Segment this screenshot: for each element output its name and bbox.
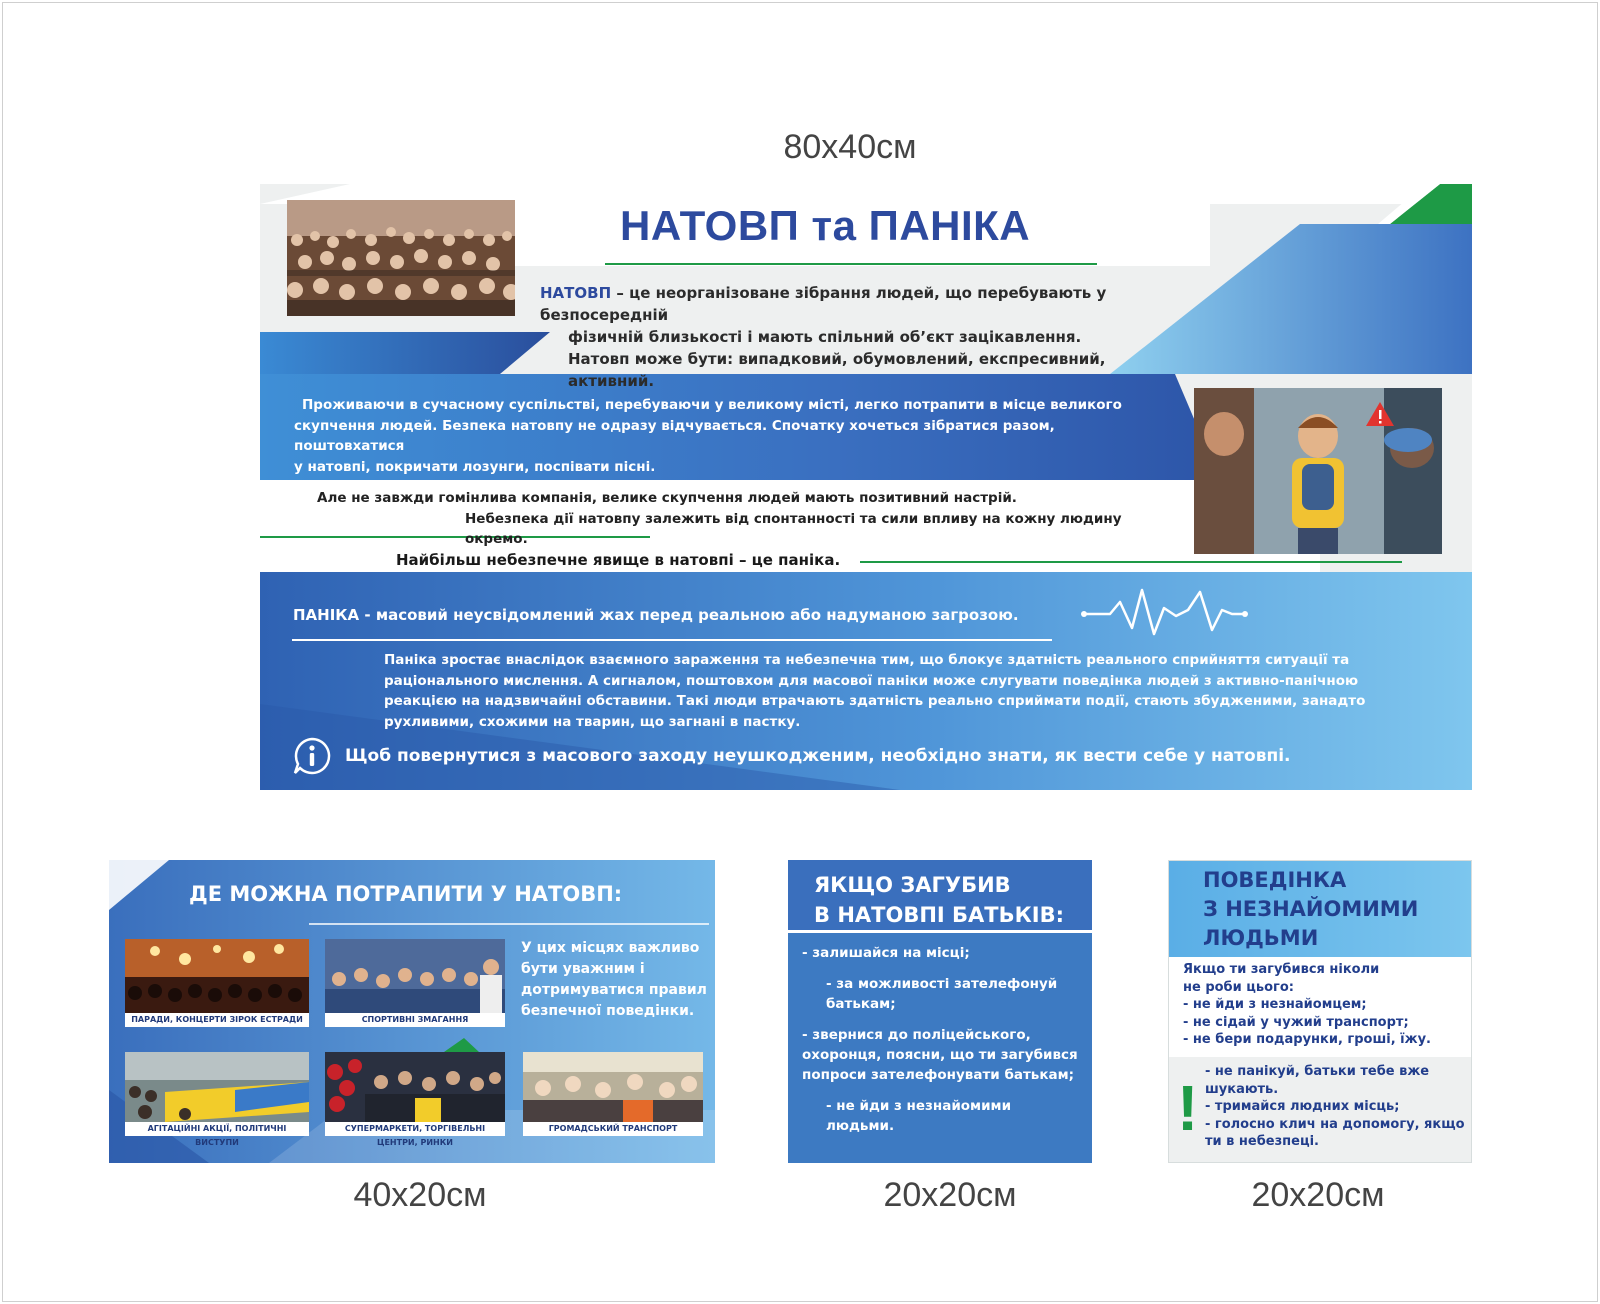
panel2-item-call-2: батькам; xyxy=(826,996,896,1012)
panel3-intro-2: не роби цього: xyxy=(1183,979,1294,995)
transport-photo-illustration xyxy=(523,1052,703,1122)
crowd-definition xyxy=(540,282,1220,392)
panel2-title-line-1: ЯКЩО ЗАГУБИВ xyxy=(814,873,1011,897)
panic-definition: ПАНІКА - масовий неусвідомлений жах перед реальною або надуманою загрозою. xyxy=(293,606,1019,624)
panel2-item-call-1: - за можливості зателефонуй xyxy=(826,976,1058,992)
modern-society-text xyxy=(294,395,1154,477)
crowd-keyword: НАТОВП xyxy=(540,284,612,302)
definition-line-2: фізичній близькості і мають спільний об’єкт зацікавлення. xyxy=(568,328,1082,346)
sports-photo-illustration xyxy=(325,939,505,1013)
not-always-text xyxy=(317,488,1177,550)
rallies-caption: АГІТАЦІЙНІ АКЦІЇ, ПОЛІТИЧНІ ВИСТУПИ xyxy=(125,1122,309,1136)
panel3-dos xyxy=(1205,1063,1471,1151)
rallies-photo-illustration xyxy=(125,1052,309,1122)
panel3-intro-1: Якщо ти загубився ніколи xyxy=(1183,962,1380,977)
panel1-note-line-2: бути уважним і xyxy=(521,961,645,977)
panel2-item-police-3: попроси зателефонувати батькам; xyxy=(802,1067,1075,1083)
crowd-photo xyxy=(287,200,515,316)
definition-line-4: активний. xyxy=(568,372,655,390)
concerts-caption: ПАРАДИ, КОНЦЕРТИ ЗІРОК ЕСТРАДИ xyxy=(125,1013,309,1027)
panel3-do-1b: шукають. xyxy=(1205,1081,1279,1097)
panel2-item-strangers-1: - не йди з незнайомими xyxy=(826,1098,1012,1114)
shops-photo-illustration xyxy=(325,1052,505,1122)
main-title: НАТОВП та ПАНІКА xyxy=(620,202,1031,249)
panel3-size-label: 20x20см xyxy=(1251,1176,1385,1214)
panel3-dont-3: - не бери подарунки, гроші, їжу. xyxy=(1183,1032,1431,1047)
panic-text-line-2: раціонального мислення. А сигналом, поштовхом для масової паніки може слугувати поведінка людей з активно-панічною xyxy=(384,672,1359,689)
shops-caption: СУПЕРМАРКЕТИ, ТОРГІВЕЛЬНІ ЦЕНТРИ, РИНКИ xyxy=(325,1122,505,1136)
strangers-behavior-panel xyxy=(1168,860,1472,1163)
panic-text-line-3: реакцією на надзвичайні обставини. Такі люди втрачають здатність реально сприймати події, стають збудженими, занадто xyxy=(384,693,1366,709)
sports-caption: СПОРТИВНІ ЗМАГАННЯ xyxy=(325,1013,505,1027)
main-size-label: 80x40см xyxy=(783,128,917,166)
panel3-dont-1: - не йди з незнайомцем; xyxy=(1183,997,1367,1012)
crowd-photo-illustration xyxy=(287,200,515,316)
modern-society-line-3: у натовпі, покричати лозунги, поспівати пісні. xyxy=(294,458,656,475)
panel3-do-1a: - не панікуй, батьки тебе вже xyxy=(1205,1064,1430,1079)
panel2-item-police-2: охоронця, поясни, що ти загубився xyxy=(802,1047,1078,1063)
modern-society-line-1: Проживаючи в сучасному суспільстві, перебуваючи у великому місті, легко потрапити в місце великого xyxy=(302,397,1122,413)
transport-photo xyxy=(523,1052,703,1122)
shops-photo xyxy=(325,1052,505,1122)
scared-child-illustration xyxy=(1194,388,1442,554)
definition-line-1 xyxy=(540,282,1220,326)
panel3-donts xyxy=(1183,961,1431,1049)
panic-text-line-1: Паніка зростає внаслідок взаємного зараження та небезпечна тим, що блокує здатність реального сприйняття ситуації та xyxy=(384,652,1350,668)
transport-caption: ГРОМАДСЬКИЙ ТРАНСПОРТ xyxy=(523,1122,703,1136)
heartbeat-icon xyxy=(1080,584,1250,640)
main-banner xyxy=(260,184,1472,790)
panel1-note-line-4: безпечної поведінки. xyxy=(521,1003,695,1019)
rallies-photo xyxy=(125,1052,309,1122)
panel2-size-label: 20x20см xyxy=(883,1176,1017,1214)
not-always-line-2: Небезпека дії натовпу залежить від спонтанності та сили впливу на кожну людину окремо. xyxy=(465,510,1122,547)
crowd-places-panel xyxy=(109,860,715,1163)
panel3-do-2: - тримайся людних місць; xyxy=(1205,1099,1400,1114)
panel3-dont-2: - не сідай у чужий транспорт; xyxy=(1183,1014,1409,1030)
panel2-title xyxy=(814,870,1064,930)
panel2-item-stay: - залишайся на місці; xyxy=(802,945,970,961)
panel3-title-line-2: З НЕЗНАЙОМИМИ xyxy=(1203,897,1419,921)
panel2-advice-list xyxy=(802,943,1092,1136)
panel1-note-line-1: У цих місцях важливо xyxy=(521,940,700,956)
panel3-title-line-1: ПОВЕДІНКА xyxy=(1203,868,1347,892)
panel1-title: ДЕ МОЖНА ПОТРАПИТИ У НАТОВП: xyxy=(189,882,623,906)
concerts-photo xyxy=(125,939,309,1013)
panel3-do-3a: - голосно клич на допомогу, якщо xyxy=(1205,1116,1465,1132)
sports-photo xyxy=(325,939,505,1013)
title-underline xyxy=(605,263,1097,265)
panic-text xyxy=(384,650,1434,732)
panel3-title xyxy=(1203,866,1418,953)
info-icon xyxy=(292,736,332,776)
panel3-title-line-3: ЛЮДЬМИ xyxy=(1203,926,1319,950)
panic-text-line-4: рухливими, схожими на тварин, що загнані в пастку. xyxy=(384,713,801,730)
panel1-note xyxy=(521,938,707,1022)
definition-line-3: Натовп може бути: випадковий, обумовлений, експресивний, xyxy=(568,350,1106,368)
panel1-size-label: 40x20см xyxy=(353,1176,487,1214)
modern-society-line-2: скупчення людей. Безпека натовпу не одразу відчувається. Спочатку хочеться зібратися разом, поштовхатися xyxy=(294,417,1055,454)
panel2-title-line-2: В НАТОВПІ БАТЬКІВ: xyxy=(814,903,1065,927)
lost-parents-panel xyxy=(788,860,1092,1163)
panel1-note-line-3: дотримуватися правил xyxy=(521,982,707,998)
panel3-do-3b: ти в небезпеці. xyxy=(1205,1134,1319,1149)
exclamation-icon: ! xyxy=(1177,1072,1199,1144)
most-dangerous-text: Найбільш небезпечне явище в натовпі – це паніка. xyxy=(396,551,841,569)
concerts-photo-illustration xyxy=(125,939,309,1013)
scared-child-drawing xyxy=(1194,388,1442,554)
panel2-item-strangers-2: людьми. xyxy=(826,1118,895,1134)
definition-text-1: – це неорганізоване зібрання людей, що перебувають у безпосередній xyxy=(540,284,1107,324)
panel2-item-police-1: - звернися до поліцейського, xyxy=(802,1027,1031,1043)
info-line: Щоб повернутися з масового заходу неушкодженим, необхідно знати, як вести себе у натовпі. xyxy=(345,746,1291,766)
not-always-line-1: Але не завжди гомінлива компанія, велике скупчення людей мають позитивний настрій. xyxy=(317,490,1017,506)
